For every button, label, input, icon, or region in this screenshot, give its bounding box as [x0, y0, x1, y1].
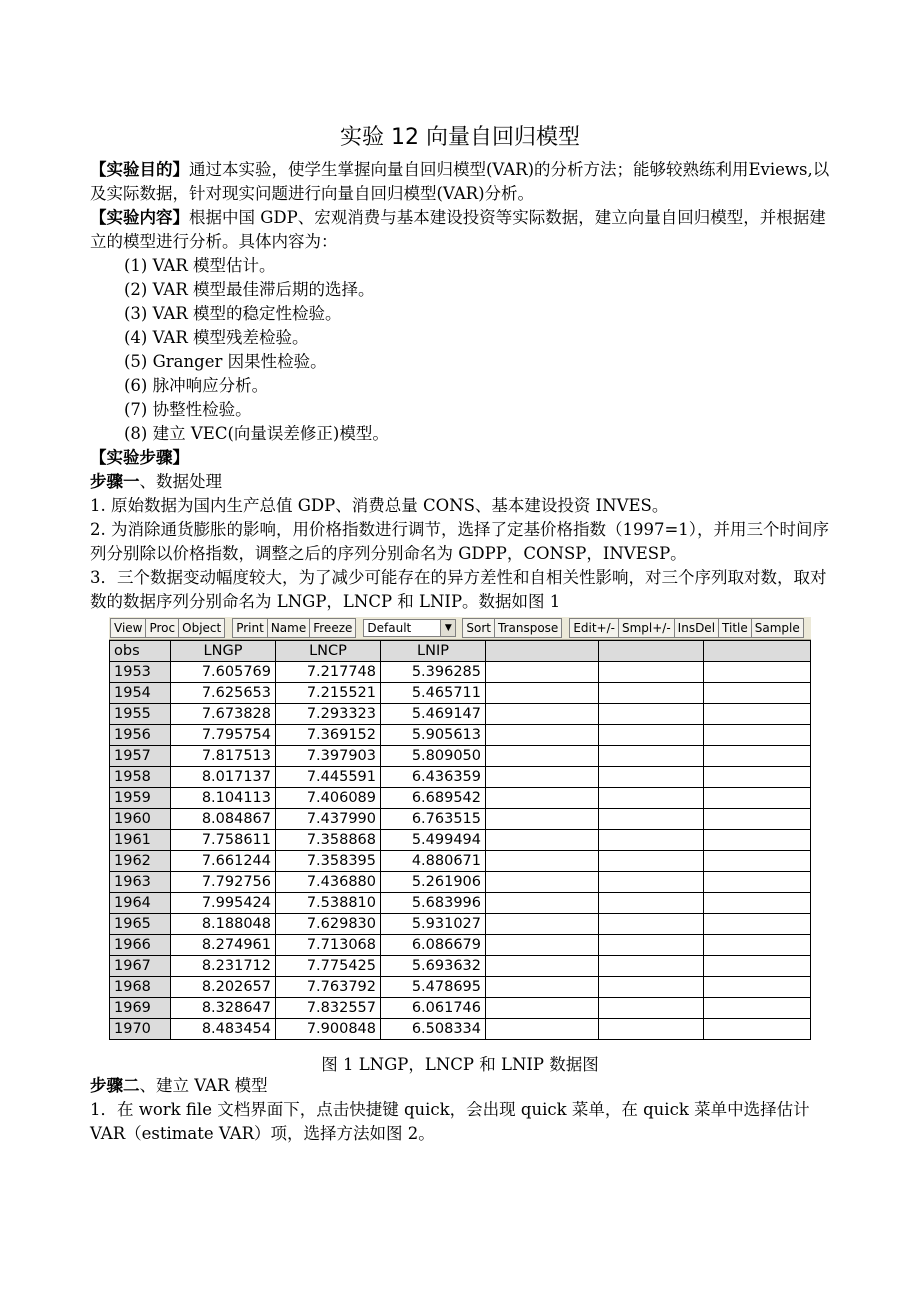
lngp-cell[interactable]: 7.673828 — [171, 704, 276, 725]
toolbar-group-sort — [462, 618, 562, 638]
lncp-cell[interactable]: 7.437990 — [276, 809, 381, 830]
obs-cell[interactable]: 1969 — [110, 998, 171, 1019]
content-item: (5) Granger 因果性检验。 — [124, 352, 327, 371]
empty-cell[interactable] — [599, 1019, 704, 1040]
lngp-cell[interactable]: 7.792756 — [171, 872, 276, 893]
step2-section — [90, 1074, 835, 1146]
table-row — [110, 935, 811, 956]
obs-cell[interactable]: 1956 — [110, 725, 171, 746]
freeze-button[interactable]: Freeze — [309, 618, 356, 638]
lngp-cell[interactable]: 7.661244 — [171, 851, 276, 872]
obs-cell[interactable]: 1955 — [110, 704, 171, 725]
sort-button[interactable]: Sort — [462, 618, 494, 638]
obs-cell[interactable]: 1954 — [110, 683, 171, 704]
step1-para-1: 1. 原始数据为国内生产总值 GDP、消费总量 CONS、基本建设投资 INVES。 — [90, 496, 669, 515]
empty-cell[interactable] — [704, 893, 811, 914]
lncp-cell[interactable]: 7.538810 — [276, 893, 381, 914]
content-text: 根据中国 GDP、宏观消费与基本建设投资等实际数据，建立向量自回归模型，并根据建立的模型进行分析。具体内容为： — [90, 208, 826, 251]
empty-cell[interactable] — [486, 662, 599, 683]
header-lncp[interactable]: LNCP — [276, 641, 381, 662]
empty-cell[interactable] — [704, 998, 811, 1019]
step1-label: 步骤一 — [90, 472, 140, 491]
empty-cell[interactable] — [599, 725, 704, 746]
lncp-cell[interactable]: 7.217748 — [276, 662, 381, 683]
obs-cell[interactable]: 1964 — [110, 893, 171, 914]
content-item: (8) 建立 VEC(向量误差修正)模型。 — [124, 424, 389, 443]
table-row — [110, 872, 811, 893]
lnip-cell[interactable]: 5.683996 — [381, 893, 486, 914]
lngp-cell[interactable]: 7.795754 — [171, 725, 276, 746]
empty-cell[interactable] — [486, 830, 599, 851]
empty-cell[interactable] — [486, 872, 599, 893]
lncp-cell[interactable]: 7.775425 — [276, 956, 381, 977]
display-format-value[interactable]: Default — [363, 619, 441, 637]
header-obs[interactable]: obs — [110, 641, 171, 662]
empty-cell[interactable] — [486, 704, 599, 725]
table-row — [110, 998, 811, 1019]
lnip-cell[interactable]: 5.465711 — [381, 683, 486, 704]
obs-cell[interactable]: 1953 — [110, 662, 171, 683]
obs-cell[interactable]: 1961 — [110, 830, 171, 851]
toolbar-group-print — [232, 618, 356, 638]
table-row — [110, 788, 811, 809]
lnip-cell[interactable]: 5.905613 — [381, 725, 486, 746]
content-item: (7) 协整性检验。 — [124, 400, 252, 419]
steps-label: 【实验步骤】 — [90, 448, 189, 467]
empty-cell[interactable] — [486, 893, 599, 914]
sample-button[interactable]: Sample — [751, 618, 804, 638]
empty-cell[interactable] — [704, 809, 811, 830]
table-row — [110, 1019, 811, 1040]
page-title: 实验 12 向量自回归模型 — [340, 125, 580, 150]
empty-cell[interactable] — [704, 683, 811, 704]
empty-cell[interactable] — [486, 725, 599, 746]
empty-cell[interactable] — [599, 767, 704, 788]
figure-caption: 图 1 LNGP，LNCP 和 LNIP 数据图 — [321, 1055, 599, 1074]
purpose-paragraph — [90, 158, 835, 206]
table-row — [110, 725, 811, 746]
obs-cell[interactable]: 1957 — [110, 746, 171, 767]
empty-cell[interactable] — [704, 641, 811, 662]
insdel-button[interactable]: InsDel — [674, 618, 718, 638]
empty-cell[interactable] — [486, 851, 599, 872]
empty-cell[interactable] — [599, 641, 704, 662]
empty-cell[interactable] — [599, 914, 704, 935]
toolbar-group-view — [110, 618, 225, 638]
lnip-cell[interactable]: 4.880671 — [381, 851, 486, 872]
lncp-cell[interactable]: 7.629830 — [276, 914, 381, 935]
empty-cell[interactable] — [486, 683, 599, 704]
obs-cell[interactable]: 1968 — [110, 977, 171, 998]
empty-cell[interactable] — [704, 935, 811, 956]
lnip-cell[interactable]: 5.469147 — [381, 704, 486, 725]
empty-cell[interactable] — [704, 746, 811, 767]
lncp-cell[interactable]: 7.445591 — [276, 767, 381, 788]
lncp-cell[interactable]: 7.358868 — [276, 830, 381, 851]
lncp-cell[interactable]: 7.436880 — [276, 872, 381, 893]
obs-cell[interactable]: 1959 — [110, 788, 171, 809]
lnip-cell[interactable]: 6.436359 — [381, 767, 486, 788]
empty-cell[interactable] — [599, 683, 704, 704]
obs-cell[interactable]: 1962 — [110, 851, 171, 872]
lngp-cell[interactable]: 7.625653 — [171, 683, 276, 704]
header-lnip[interactable]: LNIP — [381, 641, 486, 662]
obs-cell[interactable]: 1970 — [110, 1019, 171, 1040]
empty-cell[interactable] — [486, 935, 599, 956]
obs-cell[interactable]: 1965 — [110, 914, 171, 935]
content-label: 【实验内容】 — [90, 208, 189, 227]
empty-cell[interactable] — [599, 956, 704, 977]
lnip-cell[interactable]: 6.763515 — [381, 809, 486, 830]
grid-header-row — [110, 641, 811, 662]
lngp-cell[interactable]: 7.758611 — [171, 830, 276, 851]
lnip-cell[interactable]: 6.508334 — [381, 1019, 486, 1040]
table-row — [110, 830, 811, 851]
lngp-cell[interactable]: 8.328647 — [171, 998, 276, 1019]
empty-cell[interactable] — [599, 998, 704, 1019]
empty-cell[interactable] — [704, 788, 811, 809]
empty-cell[interactable] — [599, 935, 704, 956]
edit-button[interactable]: Edit+/- — [569, 618, 618, 638]
table-row — [110, 662, 811, 683]
lncp-cell[interactable]: 7.900848 — [276, 1019, 381, 1040]
lngp-cell[interactable]: 8.483454 — [171, 1019, 276, 1040]
table-row — [110, 704, 811, 725]
transpose-button[interactable]: Transpose — [494, 618, 562, 638]
lngp-cell[interactable]: 8.084867 — [171, 809, 276, 830]
table-row — [110, 683, 811, 704]
name-button[interactable]: Name — [267, 618, 309, 638]
empty-cell[interactable] — [599, 872, 704, 893]
lngp-cell[interactable]: 8.104113 — [171, 788, 276, 809]
lncp-cell[interactable]: 7.358395 — [276, 851, 381, 872]
lngp-cell[interactable]: 8.188048 — [171, 914, 276, 935]
empty-cell[interactable] — [599, 662, 704, 683]
intro-section — [90, 158, 835, 614]
lncp-cell[interactable]: 7.369152 — [276, 725, 381, 746]
empty-cell[interactable] — [704, 830, 811, 851]
empty-cell[interactable] — [599, 704, 704, 725]
empty-cell[interactable] — [704, 851, 811, 872]
lngp-cell[interactable]: 7.995424 — [171, 893, 276, 914]
empty-cell[interactable] — [486, 809, 599, 830]
table-row — [110, 851, 811, 872]
empty-cell[interactable] — [704, 872, 811, 893]
content-item: (1) VAR 模型估计。 — [124, 256, 276, 275]
print-button[interactable]: Print — [232, 618, 267, 638]
empty-cell[interactable] — [704, 977, 811, 998]
table-row — [110, 746, 811, 767]
empty-cell[interactable] — [486, 1019, 599, 1040]
content-item: (4) VAR 模型残差检验。 — [124, 328, 309, 347]
empty-cell[interactable] — [704, 767, 811, 788]
step1-heading — [90, 470, 835, 494]
step1-para-3: 3．三个数据变动幅度较大，为了减少可能存在的异方差性和自相关性影响，对三个序列取对数，取对数的数据序列分别命名为 LNGP，LNCP 和 LNIP。数据如图 1 — [90, 568, 827, 611]
table-row — [110, 956, 811, 977]
eviews-toolbar — [109, 617, 811, 640]
lncp-cell[interactable]: 7.713068 — [276, 935, 381, 956]
lnip-cell[interactable]: 5.261906 — [381, 872, 486, 893]
empty-cell[interactable] — [599, 851, 704, 872]
purpose-label: 【实验目的】 — [90, 160, 189, 179]
obs-cell[interactable]: 1960 — [110, 809, 171, 830]
display-format-select[interactable] — [363, 619, 456, 637]
step2-title: 、建立 VAR 模型 — [139, 1076, 268, 1095]
content-item: (6) 脉冲响应分析。 — [124, 376, 269, 395]
lnip-cell[interactable]: 5.693632 — [381, 956, 486, 977]
empty-cell[interactable] — [486, 641, 599, 662]
lnip-cell[interactable]: 5.499494 — [381, 830, 486, 851]
lncp-cell[interactable]: 7.215521 — [276, 683, 381, 704]
lnip-cell[interactable]: 6.689542 — [381, 788, 486, 809]
empty-cell[interactable] — [599, 830, 704, 851]
lnip-cell[interactable]: 5.809050 — [381, 746, 486, 767]
step2-heading — [90, 1074, 835, 1098]
empty-cell[interactable] — [486, 788, 599, 809]
empty-cell[interactable] — [704, 662, 811, 683]
smpl-button[interactable]: Smpl+/- — [618, 618, 674, 638]
table-row — [110, 977, 811, 998]
lnip-cell[interactable]: 5.396285 — [381, 662, 486, 683]
empty-cell[interactable] — [704, 704, 811, 725]
lngp-cell[interactable]: 8.231712 — [171, 956, 276, 977]
empty-cell[interactable] — [704, 914, 811, 935]
step2-para: 1．在 work file 文档界面下，点击快捷键 quick，会出现 quick 菜单，在 quick 菜单中选择估计VAR（estimate VAR）项，选择方法如图 2。 — [90, 1100, 810, 1143]
empty-cell[interactable] — [486, 767, 599, 788]
proc-button[interactable]: Proc — [145, 618, 178, 638]
lncp-cell[interactable]: 7.397903 — [276, 746, 381, 767]
lnip-cell[interactable]: 6.061746 — [381, 998, 486, 1019]
lngp-cell[interactable]: 7.817513 — [171, 746, 276, 767]
empty-cell[interactable] — [486, 914, 599, 935]
data-grid — [109, 640, 811, 1040]
empty-cell[interactable] — [704, 1019, 811, 1040]
lngp-cell[interactable]: 8.274961 — [171, 935, 276, 956]
lngp-cell[interactable]: 8.202657 — [171, 977, 276, 998]
empty-cell[interactable] — [599, 977, 704, 998]
empty-cell[interactable] — [486, 956, 599, 977]
empty-cell[interactable] — [486, 977, 599, 998]
empty-cell[interactable] — [599, 746, 704, 767]
content-item: (3) VAR 模型的稳定性检验。 — [124, 304, 342, 323]
empty-cell[interactable] — [599, 809, 704, 830]
view-button[interactable]: View — [110, 618, 145, 638]
empty-cell[interactable] — [704, 956, 811, 977]
obs-cell[interactable]: 1963 — [110, 872, 171, 893]
empty-cell[interactable] — [599, 893, 704, 914]
obs-cell[interactable]: 1966 — [110, 935, 171, 956]
purpose-text: 通过本实验，使学生掌握向量自回归模型(VAR)的分析方法；能够较熟练利用Eviews,以及实际数据，针对现实问题进行向量自回归模型(VAR)分析。 — [90, 160, 830, 203]
content-item: (2) VAR 模型最佳滞后期的选择。 — [124, 280, 375, 299]
lnip-cell[interactable]: 6.086679 — [381, 935, 486, 956]
object-button[interactable]: Object — [178, 618, 225, 638]
lncp-cell[interactable]: 7.406089 — [276, 788, 381, 809]
obs-cell[interactable]: 1958 — [110, 767, 171, 788]
empty-cell[interactable] — [486, 746, 599, 767]
lncp-cell[interactable]: 7.293323 — [276, 704, 381, 725]
toolbar-group-edit — [569, 618, 803, 638]
table-row — [110, 893, 811, 914]
empty-cell[interactable] — [704, 725, 811, 746]
table-row — [110, 767, 811, 788]
lncp-cell[interactable]: 7.832557 — [276, 998, 381, 1019]
content-paragraph — [90, 206, 835, 254]
lncp-cell[interactable]: 7.763792 — [276, 977, 381, 998]
obs-cell[interactable]: 1967 — [110, 956, 171, 977]
lnip-cell[interactable]: 5.478695 — [381, 977, 486, 998]
lnip-cell[interactable]: 5.931027 — [381, 914, 486, 935]
title-button[interactable]: Title — [718, 618, 751, 638]
step2-label: 步骤二 — [90, 1076, 140, 1095]
content-list — [90, 254, 835, 446]
empty-cell[interactable] — [486, 998, 599, 1019]
dropdown-arrow-icon[interactable]: ▼ — [441, 619, 456, 637]
lngp-cell[interactable]: 8.017137 — [171, 767, 276, 788]
step1-para-2: 2. 为消除通货膨胀的影响，用价格指数进行调节，选择了定基价格指数（1997=1），并用三个时间序列分别除以价格指数，调整之后的序列分别命名为 GDPP，CONSP，INVESP。 — [90, 520, 830, 563]
eviews-window — [109, 617, 811, 1049]
header-lngp[interactable]: LNGP — [171, 641, 276, 662]
step1-title: 、数据处理 — [139, 472, 222, 491]
empty-cell[interactable] — [599, 788, 704, 809]
table-row — [110, 809, 811, 830]
lngp-cell[interactable]: 7.605769 — [171, 662, 276, 683]
table-row — [110, 914, 811, 935]
